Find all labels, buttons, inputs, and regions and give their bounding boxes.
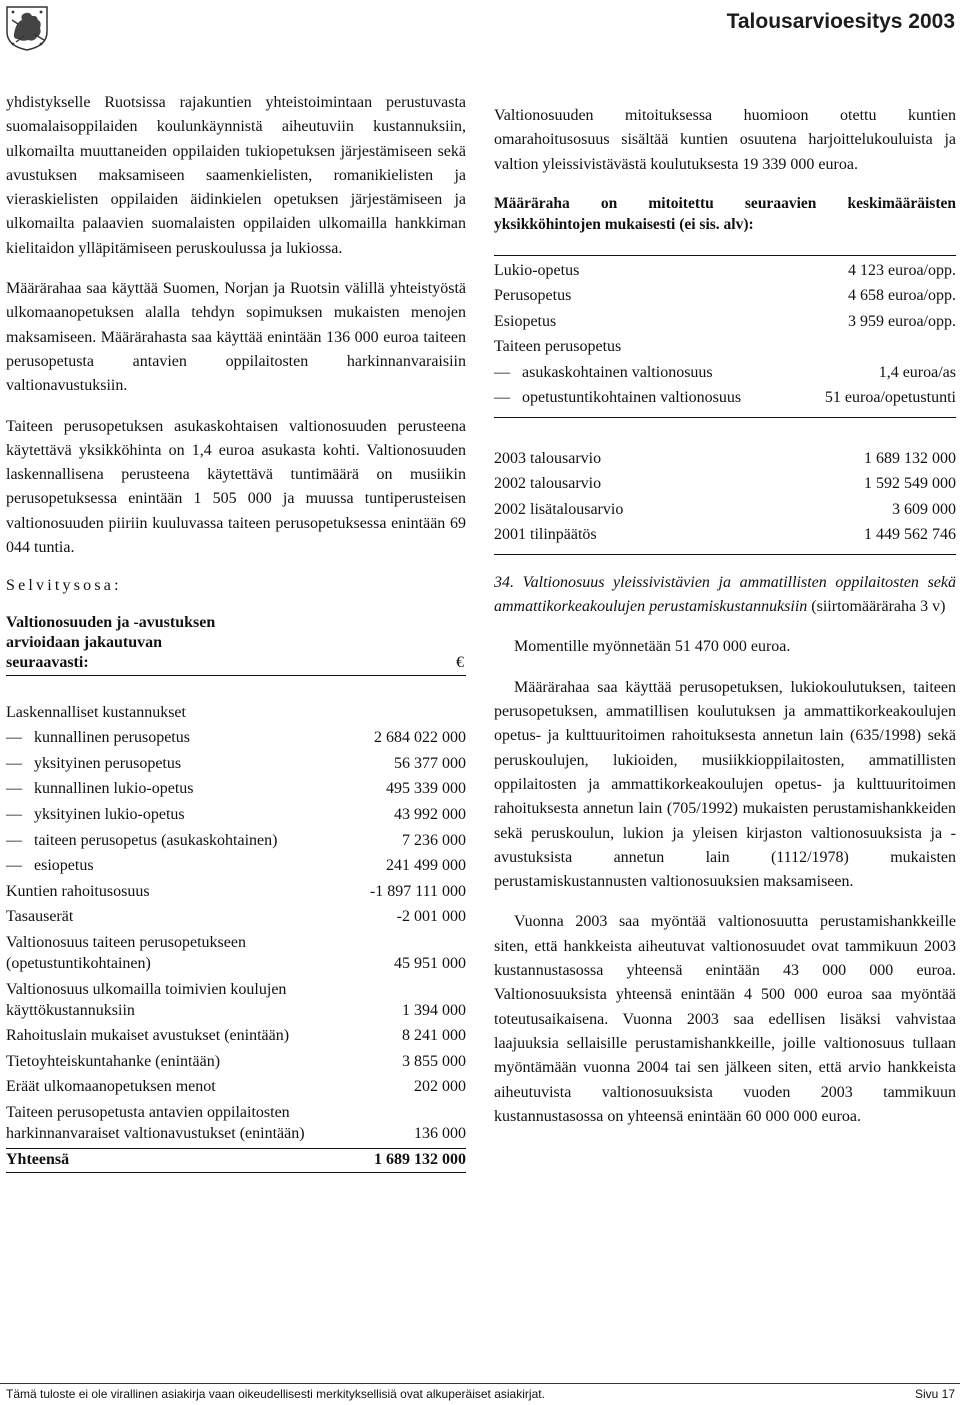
row-value: 56 377 000: [394, 754, 466, 772]
row-value: 43 992 000: [394, 806, 466, 824]
right-column: [494, 104, 956, 1129]
row-label: [6, 1097, 370, 1144]
divider: [0, 1383, 960, 1384]
row-label: [6, 825, 370, 851]
row-value: 4 123 euroa/opp.: [848, 261, 956, 279]
paragraph: yhdistykselle Ruotsissa rajakuntien yhteistoimintaan perustuvasta suomalaisoppilaiden koulunkäynnistä aiheutuviin kustannuksiin, ulkomailta muuttaneiden oppilaiden tukiopetuksen järjestämiseen sekä avustuksen maksamiseen saamenkielisten, romanikielisten ja vieraskielisten oppilaiden äidinkielen opetuksen järjestämiseen ja ulkomailta palaavien suomalaisten oppilaiden ulkomailla hankkiman kielitaidon ylläpitämiseen peruskoulussa ja lukiossa.: [6, 94, 466, 257]
row-label-text: 2002 talousarvio: [494, 475, 602, 493]
table-row: [494, 258, 956, 284]
table-row: [6, 723, 466, 749]
divider: [494, 554, 956, 555]
table-row: [6, 902, 466, 928]
em-dash: —: [6, 780, 22, 798]
total-value: 1 689 132 000: [374, 1150, 466, 1168]
table-row: [6, 1072, 466, 1098]
row-label-text: Tasauserät: [6, 908, 74, 926]
em-dash: —: [6, 806, 22, 824]
cost-table: [6, 702, 466, 1173]
table-row: [494, 283, 956, 309]
row-label: [6, 1072, 370, 1098]
row-value: -1 897 111 000: [369, 882, 466, 900]
table-row: [6, 748, 466, 774]
row-label: [6, 974, 370, 1021]
table-title-block: [6, 613, 466, 673]
row-value: 1 689 132 000: [864, 449, 956, 467]
row-label-text: kunnallinen perusopetus: [34, 729, 190, 747]
row-value: 7 236 000: [402, 831, 466, 849]
row-label: [6, 876, 370, 902]
em-dash: —: [494, 389, 510, 407]
row-value: 3 855 000: [402, 1052, 466, 1070]
row-value: 202 000: [414, 1078, 466, 1096]
table-row: [6, 825, 466, 851]
row-label-text: Valtionosuus ulkomailla toimivien koulujen käyttökustannuksiin: [6, 980, 287, 1019]
table-row: [6, 1097, 466, 1144]
footer-text: Tämä tuloste ei ole virallinen asiakirja vaan oikeudellisesti merkityksellisiä ovat alkuperäiset asiakirjat.: [6, 1387, 545, 1401]
row-value: 45 951 000: [394, 954, 466, 972]
finnish-lion-logo-icon: [4, 4, 50, 52]
row-label: [494, 471, 764, 497]
page-header: [0, 0, 960, 80]
em-dash: —: [494, 363, 510, 381]
row-value: 241 499 000: [386, 857, 466, 875]
row-label: [6, 902, 370, 928]
row-label-text: opetustuntikohtainen valtionosuus: [522, 389, 742, 407]
row-value: 2 684 022 000: [374, 729, 466, 747]
row-label: [6, 1046, 370, 1072]
row-label: [494, 360, 796, 386]
table-row: [6, 927, 466, 974]
row-value: 3 609 000: [892, 500, 956, 518]
row-value: 1 592 549 000: [864, 475, 956, 493]
row-label-text: kunnallinen lukio-opetus: [34, 780, 194, 798]
em-dash: —: [6, 857, 22, 875]
row-label: [494, 385, 796, 411]
row-label: [494, 522, 764, 548]
row-value: 1 449 562 746: [864, 526, 956, 544]
section-heading: Selvitysosa:: [6, 577, 122, 595]
paragraph: Määrärahaa saa käyttää Suomen, Norjan ja Ruotsin välillä yhteistyöstä ulkomaanopetuksen alalla tehdyn sopimuksen mukaisten menojen maksamiseen. Määrärahasta saa käyttää enintään 136 000 euroa taiteen perusopetusta antavien oppilaitosten harkinnanvaraisiin valtionavustuksiin.: [6, 280, 466, 395]
item-type: (siirtomääräraha 3 v): [811, 598, 946, 616]
row-label-text: yksityinen perusopetus: [34, 754, 182, 772]
divider: [494, 255, 956, 256]
row-label: [6, 927, 370, 974]
table-row: [6, 851, 466, 877]
table-row: [494, 497, 956, 523]
row-label: [494, 497, 764, 523]
row-label: [6, 851, 370, 877]
unit-price-heading: Määräraha on mitoitettu seuraavien keskimääräisten yksikköhintojen mukaisesti (ei sis. alv):: [494, 194, 956, 233]
row-label-text: Lukio-opetus: [494, 261, 580, 279]
em-dash: —: [6, 831, 22, 849]
paragraph: Valtionosuuden mitoituksessa huomioon otettu kuntien omarahoitusosuus sisältää kuntien osuutena harjoittelukouluista ja valtion yleissivistävästä koulutuksesta 19 339 000 euroa.: [494, 107, 956, 173]
page-number: Sivu 17: [914, 1387, 955, 1401]
row-value: 1,4 euroa/as: [878, 363, 956, 381]
table-row: [494, 360, 956, 386]
left-column: [6, 91, 466, 1173]
total-row: [6, 1149, 466, 1170]
row-label: [494, 258, 796, 284]
paragraph: Määrärahaa saa käyttää perusopetuksen, lukiokoulutuksen, taiteen perusopetuksen, ammatillisen koulutuksen ja ammattikorkeakoulujen opetus- ja kulttuuritoimen rahoituksesta annetun lain (635/1998) sekä peruskoulujen, lukioiden, musiikkioppilaitosten, ammatillisten oppilaitosten ja ammattikorkeakoulujen opetus- ja kulttuuritoimen rahoituksesta annetun lain (705/1992) mukaisten perustamishankkeiden sekä peruskoulun, lukion ja yleisen kirjaston valtionosuuksista ja -avustuksista annetun lain (1112/1978) mukaisten perustamiskustannusten valtionosuuksien maksamiseen.: [494, 678, 956, 891]
row-label-text: asukaskohtainen valtionosuus: [522, 363, 713, 381]
row-label-text: esiopetus: [34, 857, 94, 875]
total-label: Yhteensä: [6, 1150, 70, 1168]
em-dash: —: [6, 729, 22, 747]
row-label-text: 2001 tilinpäätös: [494, 526, 597, 544]
item-heading: [494, 571, 956, 620]
em-dash: —: [6, 754, 22, 772]
row-label: [6, 1021, 370, 1047]
divider: [494, 417, 956, 418]
row-value: 51 euroa/opetustunti: [824, 389, 956, 407]
row-label-text: yksityinen lukio-opetus: [34, 806, 185, 824]
row-label: [494, 446, 764, 472]
row-label: [494, 309, 796, 335]
row-label-text: Taiteen perusopetusta antavien oppilaitosten harkinnanvaraiset valtionavustukset (enintään): [6, 1103, 305, 1142]
row-label-text: Eräät ulkomaanopetuksen menot: [6, 1078, 216, 1096]
table-row: [6, 799, 466, 825]
table-row: [494, 471, 956, 497]
table-row: [494, 334, 956, 360]
table-row: [494, 309, 956, 335]
paragraph: Taiteen perusopetuksen asukaskohtaisen valtionosuuden perusteena käytettävä yksikköhinta on 1,4 euroa asukasta kohti. Valtionosuuden laskennallisena perusteena käytettävä tuntimäärä on musiikin perusopetuksessa enintään 1 505 000 ja muussa tuntiperusteisen valtionosuuden piiriin kuuluvassa taiteen perusopetuksessa enintään 69 044 tuntia.: [6, 417, 466, 557]
row-label-text: Taiteen perusopetus: [494, 338, 622, 356]
row-value: 3 959 euroa/opp.: [848, 312, 956, 330]
momentti-text: Momentille myönnetään 51 470 000 euroa.: [514, 638, 791, 656]
currency-symbol: €: [456, 653, 464, 671]
row-label: [6, 702, 370, 723]
table-row: [494, 446, 956, 472]
row-value: 1 394 000: [402, 1001, 466, 1019]
table-row: [6, 1046, 466, 1072]
document-title: Talousarvioesitys 2003: [726, 10, 955, 33]
budget-table: [494, 446, 956, 548]
table-row: [6, 876, 466, 902]
divider: [6, 675, 466, 676]
row-label: [6, 723, 370, 749]
row-label: [6, 774, 370, 800]
row-value: 495 339 000: [386, 780, 466, 798]
row-label-text: 2002 lisätalousarvio: [494, 500, 624, 518]
row-label-text: taiteen perusopetus (asukaskohtainen): [34, 831, 278, 849]
table-row: [6, 974, 466, 1021]
row-label-text: Kuntien rahoitusosuus: [6, 882, 150, 900]
table-row: [6, 774, 466, 800]
row-value: 8 241 000: [402, 1027, 466, 1045]
table-row: [494, 522, 956, 548]
row-label-text: Tietoyhteiskuntahanke (enintään): [6, 1052, 221, 1070]
row-label: [6, 748, 370, 774]
row-label-text: Perusopetus: [494, 287, 572, 305]
row-label-text: Rahoituslain mukaiset avustukset (enintään): [6, 1027, 290, 1045]
row-label-text: 2003 talousarvio: [494, 449, 602, 467]
row-label: [6, 799, 370, 825]
row-label-text: Laskennalliset kustannukset: [6, 703, 186, 721]
row-label: [494, 283, 796, 309]
table-row: [6, 1021, 466, 1047]
row-value: 136 000: [414, 1124, 466, 1142]
table-title: Valtionosuuden ja -avustuksen arvioidaan jakautuvan seuraavasti:: [6, 613, 216, 671]
row-value: 4 658 euroa/opp.: [848, 287, 956, 305]
row-label-text: Valtionosuus taiteen perusopetukseen (opetustuntikohtainen): [6, 933, 246, 972]
row-value: -2 001 000: [396, 908, 466, 926]
row-label-text: Esiopetus: [494, 312, 557, 330]
row-value: [796, 334, 956, 360]
divider: [6, 1172, 466, 1173]
row-value: [370, 702, 466, 723]
unit-price-table: [494, 258, 956, 411]
row-label: [494, 334, 796, 360]
table-row: [6, 702, 466, 723]
table-row: [494, 385, 956, 411]
item-heading-text: 34. Valtionosuus yleissivistävien ja ammatillisten oppilaitosten sekä ammattikorkeakoulujen perustamiskustannuksiin: [494, 573, 956, 616]
paragraph: Vuonna 2003 saa myöntää valtionosuutta perustamishankkeille siten, että hankkeista aiheutuvat valtionosuudet ovat tammikuun 2003 kustannustasossa yhteensä enintään 43 000 000 euroa. Valtionosuuksista yhteensä enintään 4 500 000 euroa saa myöntää toteutusaikaisena. Vuonna 2003 saa edellisen lisäksi vahvistaa laajuuksia sellaisille perustamishankkeille, joille valtionosuus tullaan myöntämään vuonna 2004 tai sen jälkeen siten, että arvio hankkeista aiheutuvista valtionosuuksista vuoden 2003 tammikuun kustannustasossa on yhteensä enintään 60 000 000 euroa.: [494, 913, 956, 1125]
